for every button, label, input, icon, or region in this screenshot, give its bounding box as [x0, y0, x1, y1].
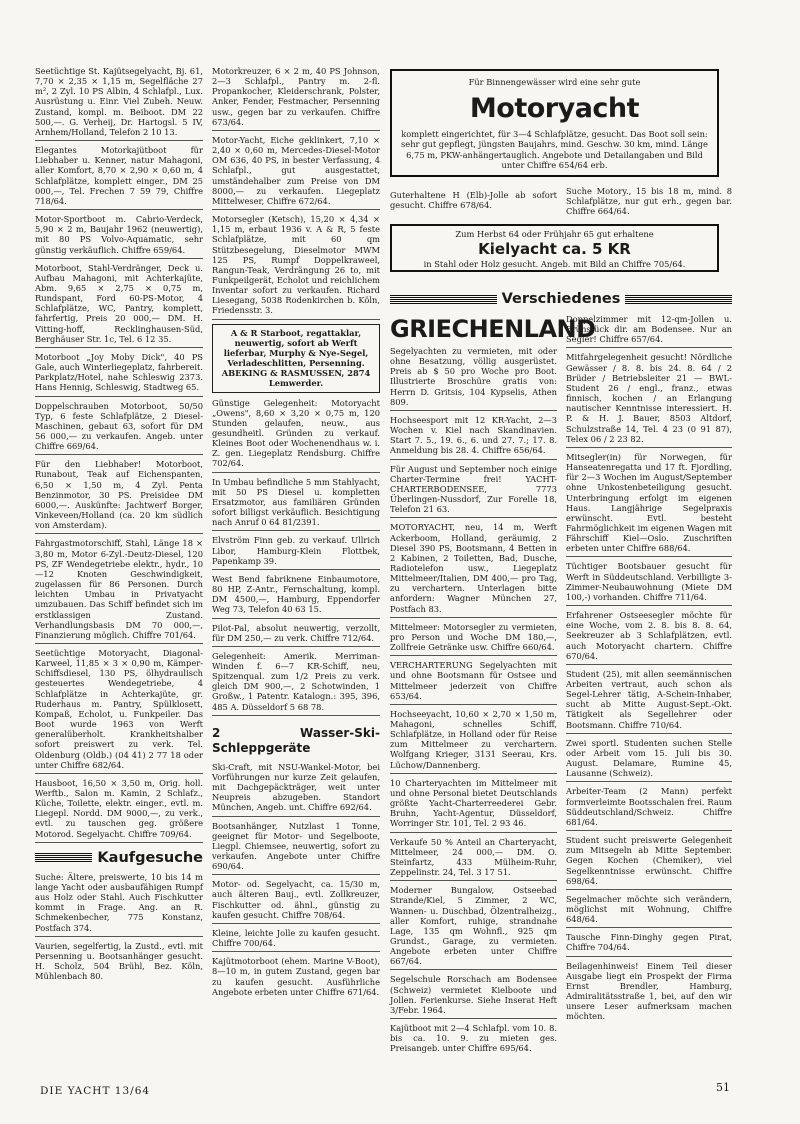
classified-ad: Mitsegler(in) für Norwegen, für Hanseatenregatta und 17 ft. Fjordling, für 2—3 Wochen im August/September ohne Unkostenbeteiligung gesucht. Unterbringung erfolgt im eigenen Haus. Langjährige Segelpraxis erwünscht. Evtl. besteht Fahrmöglichkeit im eigenen Wagen mit Fährschiff Kiel—Oslo. Zuschriften erbeten unter Chiffre 688/64. [566, 452, 732, 558]
ad-headline: Kielyacht ca. 5 KR [478, 240, 631, 259]
boxed-ad-motoryacht [390, 69, 719, 177]
classified-ad: Beilagenhinweis! Einem Teil dieser Ausgabe liegt ein Prospekt der Firma Ernst Brendler, Hamburg, Admiralitätsstraße 1, bei, auf den wir unsere Leser aufmerksam machen möchten. [566, 960, 732, 1022]
classified-ad: Kajütboot mit 2—4 Schlafpl. vom 10. 8. bis ca. 10. 9. zu mieten ges. Preisangeb. unter Chiffre 695/64. [390, 1023, 557, 1054]
classified-ad: Mittelmeer: Motorsegler zu vermieten, pro Person und Woche DM 180,—, Zollfreie Getränke usw. Chiffre 660/64. [390, 622, 557, 656]
ad-intro: Zum Herbst 64 oder Frühjahr 65 gut erhaltene [455, 229, 654, 239]
classified-ad: Motor-Sportboot m. Cabrio-Verdeck, 5,90 × 2 m, Baujahr 1962 (neuwertig), mit 80 PS Volvo-Aquamatic, sehr günstig verkäuflich. Chiffre 659/64. [35, 214, 203, 259]
classified-ad: Gelegenheit: Amerik. Merriman-Winden f. 6—7 KR-Schiff, neu, Spitzenqual. zum 1/2 Preis zu verk. gleich DM 900,—, 2 Schotwinden, 1 Großw., 1 Patentr. Katalogn.: 395, 396, 485 A. Düsseldorf 5 68 78. [212, 651, 380, 716]
ad-intro: Für Binnengewässer wird eine sehr gute [468, 77, 641, 87]
classified-ad: Suche Motory., 15 bis 18 m, mind. 8 Schlafplätze, nur gut erh., gegen bar. Chiffre 664/64. [566, 186, 732, 217]
classified-ad: Moderner Bungalow, Ostseebad Strande/Kiel, 5 Zimmer, 2 WC, Wannen- u. Duschbad, Ölzentralheizg., aller Komfort, ruhige, strandnahe Lage, 135 qm Wohnfl., 925 qm Grundst., Garage, zu vermieten. Angebote erbeten unter Chiffre 667/64. [390, 885, 557, 970]
classified-ad: Segelschule Rorschach am Bodensee (Schweiz) vermietet Kielboote und Jollen. Ferienkurse. Siehe Inserat Heft 3/Febr. 1964. [390, 974, 557, 1019]
classified-ad: Tausche Finn-Dinghy gegen Pirat, Chiffre 704/64. [566, 932, 732, 956]
classified-ad: Kajütmotorboot (ehem. Marine V-Boot), 8—10 m, in gutem Zustand, gegen bar zu kaufen gesucht. Ausführliche Angebote erbeten unter Chiffre 671/64. [212, 956, 380, 997]
section-title: Kaufgesuche [97, 849, 203, 866]
classified-ad: Motorboot, Stahl-Verdränger, Deck u. Aufbau Mahagoni, mit Achterkajüte, Abm. 9,65 × 2,75 × 0,75 m, Rundspant, Ford 60-PS-Motor, 4 Schlafplätze, WC, Pantry, komplett, fahrfertig, Preis 20 000,— DM. H. Vitting-hoff, Recklinghausen-Süd, Berghäuser Str. 1c, Tel. 6 12 35. [35, 263, 203, 348]
column-4-lower [566, 314, 732, 1029]
ad-body: in Stahl oder Holz gesucht. Angeb. mit Bild an Chiffre 705/64. [423, 259, 686, 270]
column-4-top [566, 186, 732, 223]
classified-ad: Segelmacher möchte sich verändern, möglichst mit Wohnung, Chiffre 648/64. [566, 894, 732, 928]
section-header-verschiedenes [390, 290, 732, 308]
classified-ad: West Bend fabriknene Einbaumotore, 80 HP, Z-Antr., Fernschaltung, kompl. DM 4500,—, Hamburg, Eppendorfer Weg 73, Telefon 40 63 15. [212, 574, 380, 619]
classified-ad: Guterhaltene H (Elb)-Jolle ab sofort gesucht. Chiffre 678/64. [390, 190, 557, 211]
classified-ad: In Umbau befindliche 5 mm Stahlyacht, mit 50 PS Diesel u. kompletten Ersatzmotor, aus familiären Gründen sofort billigst verkäuflich. Besichtigung nach Anruf 0 64 81/2391. [212, 477, 380, 532]
griechenland-headline: GRIECHENLAND [390, 315, 596, 343]
classified-ad: Für August und September noch einige Charter-Termine frei! YACHT-CHARTERBODENSEE, 7773 Überlingen-Nussdorf, Zur Forelle 18, Telefon 21 63. [390, 464, 557, 519]
classified-ad: Pilot-Pal, absolut neuwertig, verzollt, für DM 250,— zu verk. Chiffre 712/64. [212, 623, 380, 647]
classified-ad: Hochseesport mit 12 KR-Yacht, 2—3 Wochen v. Kiel nach Skandinavien. Start 7. 5., 19. 6., 6. und 27. 7.; 17. 8. Anmeldung bis 28. 4. Chiffre 656/64. [390, 415, 557, 460]
classified-ad: Ski-Craft, mit NSU-Wankel-Motor, bei Vorführungen nur kurze Zeit gelaufen, mit Dachgepäckträger, weit unter Neupreis abzugeben. Standort München, Angeb. unt. Chiffre 692/64. [212, 762, 380, 817]
classified-ad: Bootsanhänger, Nutzlast 1 Tonne, geeignet für Motor- und Segelboote, Liegpl. Chiemsee, neuwertig, sofort zu verkaufen. Angebote unter Chiffre 690/64. [212, 821, 380, 876]
classified-ad: Elegantes Motorkajütboot für Liebhaber u. Kenner, natur Mahagoni, aller Komfort, 8,70 × 2,90 × 0,60 m, 4 Schlafplätze, komplett einger., DM 25 000,—, Tel. Frechen 7 59 79, Chiffre 718/64. [35, 145, 203, 210]
classified-ad: Student (25), mit allen seemännischen Arbeiten vertraut, auch schon als Segel-Lehrer tätig, A-Schein-Inhaber, sucht ab Mitte August-Sept.-Okt. Tätigkeit als Segellehrer oder Bootsmann. Chiffre 710/64. [566, 669, 732, 734]
classified-ad: Segelyachten zu vermieten, mit oder ohne Besatzung, völlig ausgerüstet. Preis ab $ 50 pro Woche pro Boot. Illustrierte Broschüre gratis von: Herrn D. Gritsis, 104 Kypselis, Athen 809. [390, 346, 557, 411]
classified-ad: Seetüchtige St. Kajütsegelyacht, Bj. 61, 7,70 × 2,35 × 1,15 m, Segelfläche 27 m², 2 Zyl. 10 PS Albin, 4 Schlafpl., Lux. Ausrüstung u. Einr. Viel Zubeh. Neuw. Zustand, kompl. m. Beiboot. DM 22 500,—. G. Verheij, Dr. Hartogsl. 5 IV, Arnhem/Holland, Telefon 2 10 13. [35, 66, 203, 141]
subheading-wasserski: 2 Wasser-Ski-Schleppgeräte [212, 725, 380, 755]
magazine-footer: DIE YACHT 13/64 [40, 1085, 151, 1097]
boxed-ad-starboot: A & R Starboot, regattaklar, neuwertig, sofort ab Werft lieferbar, Murphy & Nye-Segel, Verladeschlitten, Persenning. ABEKING & RASMUSSEN, 2874 Lemwerder. [212, 324, 380, 393]
classified-ad: Suche: Ältere, preiswerte, 10 bis 14 m lange Yacht oder ausbaufähigen Rumpf aus Holz oder Stahl. Auch Fischkutter kommt in Frage. Ang. an R. Schmekenbecher, 775 Konstanz, Postfach 374. [35, 872, 203, 937]
classified-ad: Fahrgastmotorschiff, Stahl, Länge 18 × 3,80 m, Motor 6-Zyl.-Deutz-Diesel, 120 PS, ZF Wendegetriebe elektr., hydr., 10—12 Knoten Geschwindigkeit, zugelassen für 86 Personen. Durch leichten Umbau in Privatyacht umzubauen. Das Schiff befindet sich im erstklassigen Zustand. Verhandlungsbasis DM 70 000,—, Finanzierung möglich. Chiffre 701/64. [35, 538, 203, 644]
classified-ad: Für den Liebhaber! Motorboot, Runabout, Teak auf Eichenspanten, 6,50 × 1,50 m, 4 Zyl. Penta Benzinmotor, 30 PS. Preisidee DM 6000,—. Auskünfte: Jachtwerf Borger, Vinkeveen/Holland (ca. 20 km südlich von Amsterdam). [35, 459, 203, 534]
section-title: Verschiedenes [501, 291, 621, 307]
section-header-kaufgesuche [35, 849, 203, 867]
classified-ad: Hausboot, 16,50 × 3,50 m, Orig. holl. Werftb., Salon m. Kamin, 2 Schlafz., Küche, Toilette, elektr. einger., evtl. m. Liegepl. Nordd. DM 9000,—, zu verk., evtl. zu tauschen geg. größere Motorod. Segelyacht. Chiffre 709/64. [35, 778, 203, 843]
band [390, 290, 732, 308]
classified-ad: Hochseeyacht, 10,60 × 2,70 × 1,50 m, Mahagoni, schnelles Schiff, Schlafplätze, in Holland oder für Reise zum Mittelmeer zu verchartern. Wolfgang Krieger, 3131 Seerau, Krs. Lüchow/Dannenberg. [390, 709, 557, 774]
classified-ad: MOTORYACHT, neu, 14 m, Werft Ackerboom, Holland, geräumig, 2 Diesel 390 PS, Bootsmann, 4 Betten in 2 Kabinen, 2 Toiletten, Bad, Dusche, Radiotelefon usw., Liegeplatz Mittelmeer/Italien, DM 400,— pro Tag, zu verchartern. Unterlagen bitte anfordern: Wagner München 27, Postfach 83. [390, 522, 557, 617]
classified-ad: Arbeiter-Team (2 Mann) perfekt formverleimte Bootsschalen frei. Raum Süddeutschland/Schweiz. Chiffre 681/64. [566, 786, 732, 831]
column-1 [35, 66, 203, 988]
classified-ad: Zwei sportl. Studenten suchen Stelle oder Arbeit vom 15. Juli bis 30. August. Delamare, Rumine 45, Lausanne (Schweiz). [566, 738, 732, 783]
column-3-lower [390, 311, 596, 1061]
classified-ad: Motorboot „Joy Moby Dick", 40 PS Gale, auch Winterliegeplatz, fahrbereit. Parkplatz/Hotel, nahe Schleswig 2373. Hans Hennig, Schleswig, Stadtweg 65. [35, 352, 203, 397]
classified-ad: Motor-Yacht, Eiche geklinkert, 7,10 × 2,40 × 0,60 m, Mercedes-Diesel-Motor OM 636, 40 PS, in bester Verfassung, 4 Schlafpl., gut ausgestattet, umständehalber zum Preise von DM 8000,— zu verkaufen. Liegeplatz Mittelweser, Chiffre 672/64. [212, 135, 380, 210]
ad-body: komplett eingerichtet, für 3—4 Schlafplätze, gesucht. Das Boot soll sein: sehr gut gepflegt, jüngsten Baujahrs, mind. Geschw. 30 km, mind. Länge 6,75 m, PKW-anhängertauglich. Angebote und Detailangaben und Bild unter Chiffre 654/64 erb. [401, 129, 708, 170]
classified-ad: Motorkreuzer, 6 × 2 m, 40 PS Johnson, 2—3 Schlafpl., Pantry m. 2-fl. Propankocher, Kleiderschrank, Polster, Anker, Fender, Festmacher, Persenning usw., gegen bar zu verkaufen. Chiffre 673/64. [212, 66, 380, 131]
classified-ad: Günstige Gelegenheit: Motoryacht „Owens", 8,60 × 3,20 × 0,75 m, 120 Stunden gelaufen, neuw., aus gesundheitl. Gründen zu verkauf. Kleines Boot oder Wochenendhaus w. i. Z. gen. Liegeplatz Rendsburg. Chiffre 702/64. [212, 398, 380, 473]
header-rule [625, 295, 732, 304]
classified-ad: Motor- od. Segelyacht, ca. 15/30 m, auch älteren Bauj., evtl. Zollkreuzer, Fischkutter od. ähnl., günstig zu kaufen gesucht. Chiffre 708/64. [212, 879, 380, 924]
boxed-ad-kielyacht [390, 224, 719, 272]
classified-ad: Elvström Finn geb. zu verkauf. Ullrich Libor, Hamburg-Klein Flottbek, Papenkamp 39. [212, 535, 380, 569]
classified-ad: Doppelzimmer mit 12-qm-Jollen u. Frühstück dir. am Bodensee. Nur an Segler! Chiffre 657/64. [566, 314, 732, 348]
header-rule [35, 853, 92, 862]
classified-ad: Erfahrener Ostseesegler möchte für eine Woche, vom 2. 8. bis 8. 8. 64, Seekreuzer ab 3 Schlafplätzen, evtl. auch Motoryacht chartern. Chiffre 670/64. [566, 610, 732, 665]
classified-ad: Tüchtiger Bootsbauer gesucht für Werft in Süddeutschland. Verbilligte 3-Zimmer-Neubauwohnung (Miete DM 100,-) vorhanden. Chiffre 711/64. [566, 561, 732, 606]
classified-ad: Student sucht preiswerte Gelegenheit zum Mitsegeln ab Mitte September. Gegen Kochen (Chemiker), viel Segelkenntnisse erwünscht. Chiffre 698/64. [566, 835, 732, 890]
classified-ad: VERCHARTERUNG Segelyachten mit und ohne Bootsmann für Ostsee und Mittelmeer jederzeit von Chiffre 653/64. [390, 660, 557, 705]
classified-ad: Motorsegler (Ketsch), 15,20 × 4,34 × 1,15 m, erbaut 1936 v. A & R, 5 feste Schlafplätze, mit 60 qm Stützbesegelung, Dieselmotor MWM 125 PS, Rumpf Doppelkraweel, Rangun-Teak, Verdrängung 26 to, mit Funkpeilgerät, Echolot und reichlichem Inventar sofort zu verkaufen. Richard Liesegang, 5038 Rodenkirchen b. Köln, Friedensstr. 3. [212, 214, 380, 320]
column-3 [390, 190, 557, 217]
page-number: 51 [716, 1081, 730, 1094]
column-2 [212, 66, 380, 1004]
classified-ad: Verkaufe 50 % Anteil an Charteryacht, Mittelmeer, 24 000,— DM. O. Steinfartz, 433 Mülheim-Ruhr, Zeppelinstr. 24, Tel. 3 17 51. [390, 837, 557, 882]
classified-ad: Vaurien, segelfertig, la Zustd., evtl. mit Persenning u. Bootsanhänger gesucht. H. Scholz, 504 Brühl, Bez. Köln, Mühlenbach 80. [35, 940, 203, 982]
ad-headline: Motoryacht [469, 93, 640, 125]
classified-ad: Doppelschrauben Motorboot, 50/50 Typ, 6 feste Schlafplätze, 2 Diesel-Maschinen, gebaut 63, sofort für DM 56 000,— zu verkaufen. Angeb. unter Chiffre 669/64. [35, 401, 203, 456]
classified-ad: 10 Charteryachten im Mittelmeer mit und ohne Personal bietet Deutschlands größte Yacht-Charterreederei Gebr. Bruhn, Yacht-Agentur, Düsseldorf, Worringer Str. 101, Tel. 2 93 46. [390, 778, 557, 833]
classified-ad: Kleine, leichte Jolle zu kaufen gesucht. Chiffre 700/64. [212, 928, 380, 952]
classified-ad: Seetüchtige Motoryacht, Diagonal-Karweel, 11,85 × 3 × 0,90 m, Kämper-Schiffsdiesel, 130 PS, ölhydraulisch gesteuertes Wendegetriebe, 4 Schlafplätze in Achterkajüte, gr. Ruderhaus m. Pantry, Spülklosett, Kompaß, Echolot, u. Funkpeiler. Das Boot wurde 1963 von Werft generalüberholt. Krankheitshalber sofort preiswert zu verk. Tel. Oldenburg (Oldb.) (04 41) 2 77 18 oder unter Chiffre 682/64. [35, 648, 203, 774]
header-rule [390, 295, 497, 304]
classified-ad: Mitfahrgelegenheit gesucht! Nördliche Gewässer / 8. 8. bis 24. 8. 64 / 2 Brüder / Betriebsleiter 21 — BWL-Student 26 / engl., franz., etwas finnisch, kochen / an Erlangung nautischer Kenntnisse interessiert. H. P. & H. J. Bauer, 8503 Altdorf, Schulzstraße 14, Tel. 4 23 (0 91 87), Telex 06 / 2 23 82. [566, 352, 732, 447]
